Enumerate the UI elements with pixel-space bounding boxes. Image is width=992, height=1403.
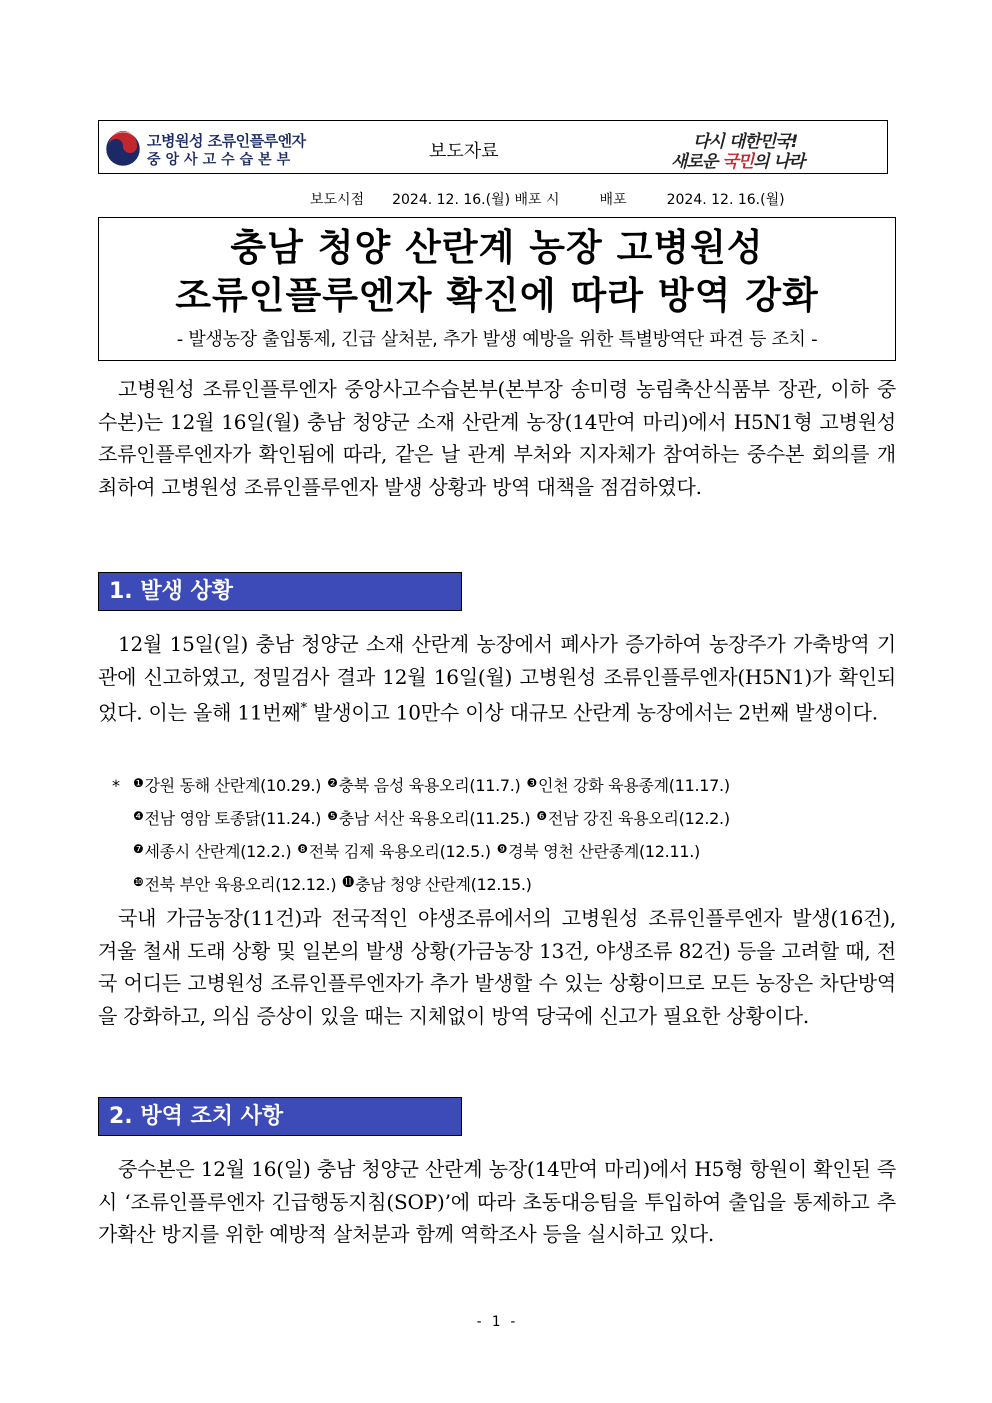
intro-text: 고병원성 조류인플루엔자 중앙사고수습본부(본부장 송미령 농림축산식품부 장관, 이하 중수본)는 12월 16일(월) 충남 청양군 소재 산란계 농장(14만여 마리)에서 H5N1형 고병원성 조류인플루엔자가 확인됨에 따라, 같은 날 관계 부처와 지자체가 참여하는 중수본 회의를 개최하여 고병원성 조류인플루엔자 발생 상황과 방역 대책을 점검하였다. bbox=[98, 377, 896, 499]
footnote-num: ❽ bbox=[297, 842, 308, 856]
section2-paragraph1 bbox=[98, 1153, 896, 1251]
headline-line2: 조류인플루엔자 확진에 따라 방역 강화 bbox=[175, 274, 819, 317]
footnote-item bbox=[133, 809, 321, 828]
release-time-value: 2024. 12. 16.(월) 배포 시 bbox=[392, 192, 560, 208]
page-number: - 1 - bbox=[474, 1314, 518, 1330]
release-time-label: 보도시점 bbox=[310, 192, 365, 208]
footnote-num: ❷ bbox=[327, 776, 338, 790]
section2-para1-text: 중수본은 12월 16(일) 충남 청양군 산란계 농장(14만여 마리)에서 H5형 항원이 확인된 즉시 ‘조류인플루엔자 긴급행동지침(SOP)’에 따라 초동대응팀을 투입하여 출입을 통제하고 추가확산 방지를 위한 예방적 살처분과 함께 역학조사 등을 실시하고 있다. bbox=[98, 1157, 896, 1246]
footnote-item bbox=[133, 875, 336, 894]
footnote-num: ❺ bbox=[327, 809, 338, 823]
footnote-text: 전북 부안 육용오리(12.12.) bbox=[144, 875, 337, 894]
footnote-text: 경북 영천 산란종계(12.11.) bbox=[508, 842, 700, 861]
footnote-num: ❸ bbox=[526, 776, 537, 790]
footnote-item bbox=[342, 875, 531, 894]
footnote-text: 충남 청양 산란계(12.15.) bbox=[354, 875, 532, 894]
footnote-num: ❻ bbox=[536, 809, 547, 823]
footnote-item bbox=[497, 842, 700, 861]
org-name-line2: 중앙사고수습본부 bbox=[147, 152, 296, 168]
footnote-text: 충북 음성 육용오리(11.7.) bbox=[338, 776, 521, 795]
footnote-text: 인천 강화 육용종계(11.17.) bbox=[537, 776, 730, 795]
outbreak-footnotes bbox=[112, 768, 902, 900]
headline-subtitle: - 발생농장 출입통제, 긴급 살처분, 추가 발생 예방을 위한 특별방역단 파견 등 조치 - bbox=[176, 329, 818, 350]
slogan-line2-b: 국민 bbox=[722, 152, 754, 172]
release-info bbox=[310, 189, 785, 209]
footnote-text: 전남 영암 토종닭(11.24.) bbox=[144, 809, 322, 828]
slogan-line2 bbox=[671, 147, 804, 172]
section1-paragraph1 bbox=[98, 628, 896, 729]
footnote-num: ❼ bbox=[133, 842, 144, 856]
footnote-item bbox=[297, 842, 490, 861]
footnote-text: 강원 동해 산란계(10.29.) bbox=[144, 776, 322, 795]
footnote-line bbox=[112, 768, 902, 801]
section1-para2-text: 국내 가금농장(11건)과 전국적인 야생조류에서의 고병원성 조류인플루엔자 발생(16건), 겨울 철새 도래 상황 및 일본의 발생 상황(가금농장 13건, 야생조류 82건) 등을 고려할 때, 전국 어디든 고병원성 조류인플루엔자가 추가 발생할 수 있는 상황이므로 모든 농장은 차단방역을 강화하고, 의심 증상이 있을 때는 지체없이 방역 당국에 신고가 필요한 상황이다. bbox=[98, 906, 896, 1028]
footnote-text: 전북 김제 육용오리(12.5.) bbox=[308, 842, 491, 861]
release-dist-label: 배포 bbox=[599, 192, 627, 208]
headline-box bbox=[98, 217, 896, 361]
slogan-line2-a: 새로운 bbox=[671, 152, 723, 172]
footnote-line bbox=[112, 834, 902, 867]
footnote-item bbox=[133, 776, 321, 795]
footnote-star: * bbox=[112, 776, 120, 795]
release-dist-value: 2024. 12. 16.(월) bbox=[666, 192, 785, 208]
section1-para1-b: 발생이고 10만수 이상 대규모 산란계 농장에서는 2번째 발생이다. bbox=[306, 700, 878, 725]
footnote-line bbox=[112, 867, 902, 900]
section1-paragraph2 bbox=[98, 902, 896, 1032]
government-slogan bbox=[671, 125, 851, 171]
intro-paragraph bbox=[98, 373, 896, 503]
section-heading-1: 1. 발생 상황 bbox=[98, 572, 462, 611]
footnote-item bbox=[327, 776, 520, 795]
section1-para1-a: 12월 15일(일) 충남 청양군 소재 산란계 농장에서 폐사가 증가하여 농장주가 가축방역 기관에 신고하였고, 정밀검사 결과 12월 16일(월) 고병원성 조류인플루엔자(H5N1)가 확인되었다. 이는 올해 11번째 bbox=[98, 632, 896, 725]
footnote-item bbox=[527, 776, 730, 795]
footnote-num: ❿ bbox=[133, 875, 144, 889]
section-heading-2: 2. 방역 조치 사항 bbox=[98, 1097, 462, 1136]
footnote-item bbox=[133, 842, 291, 861]
footnote-marker: * bbox=[300, 701, 307, 716]
footnote-item bbox=[327, 809, 530, 828]
footnote-text: 전남 강진 육용오리(12.2.) bbox=[547, 809, 730, 828]
org-name-line1: 고병원성 조류인플루엔자 bbox=[147, 132, 306, 150]
footnote-num: ❹ bbox=[133, 809, 144, 823]
footnote-num: ❾ bbox=[496, 842, 508, 856]
headline-line1: 충남 청양 산란계 농장 고병원성 bbox=[230, 226, 764, 269]
slogan-line1: 다시 대한민국! bbox=[693, 132, 798, 152]
press-header bbox=[98, 120, 888, 174]
footnote-num: ❶ bbox=[133, 776, 144, 790]
org-logo bbox=[105, 129, 345, 169]
slogan-line2-c: 의 나라 bbox=[753, 152, 805, 172]
footnote-line bbox=[112, 801, 902, 834]
footnote-text: 충남 서산 육용오리(11.25.) bbox=[338, 809, 531, 828]
footnote-num: ⓫ bbox=[342, 875, 354, 889]
doc-type-label: 보도자료 bbox=[429, 141, 499, 162]
footnote-text: 세종시 산란계(12.2.) bbox=[144, 842, 292, 861]
footnote-item bbox=[536, 809, 729, 828]
taegeuk-emblem-icon bbox=[105, 131, 141, 167]
